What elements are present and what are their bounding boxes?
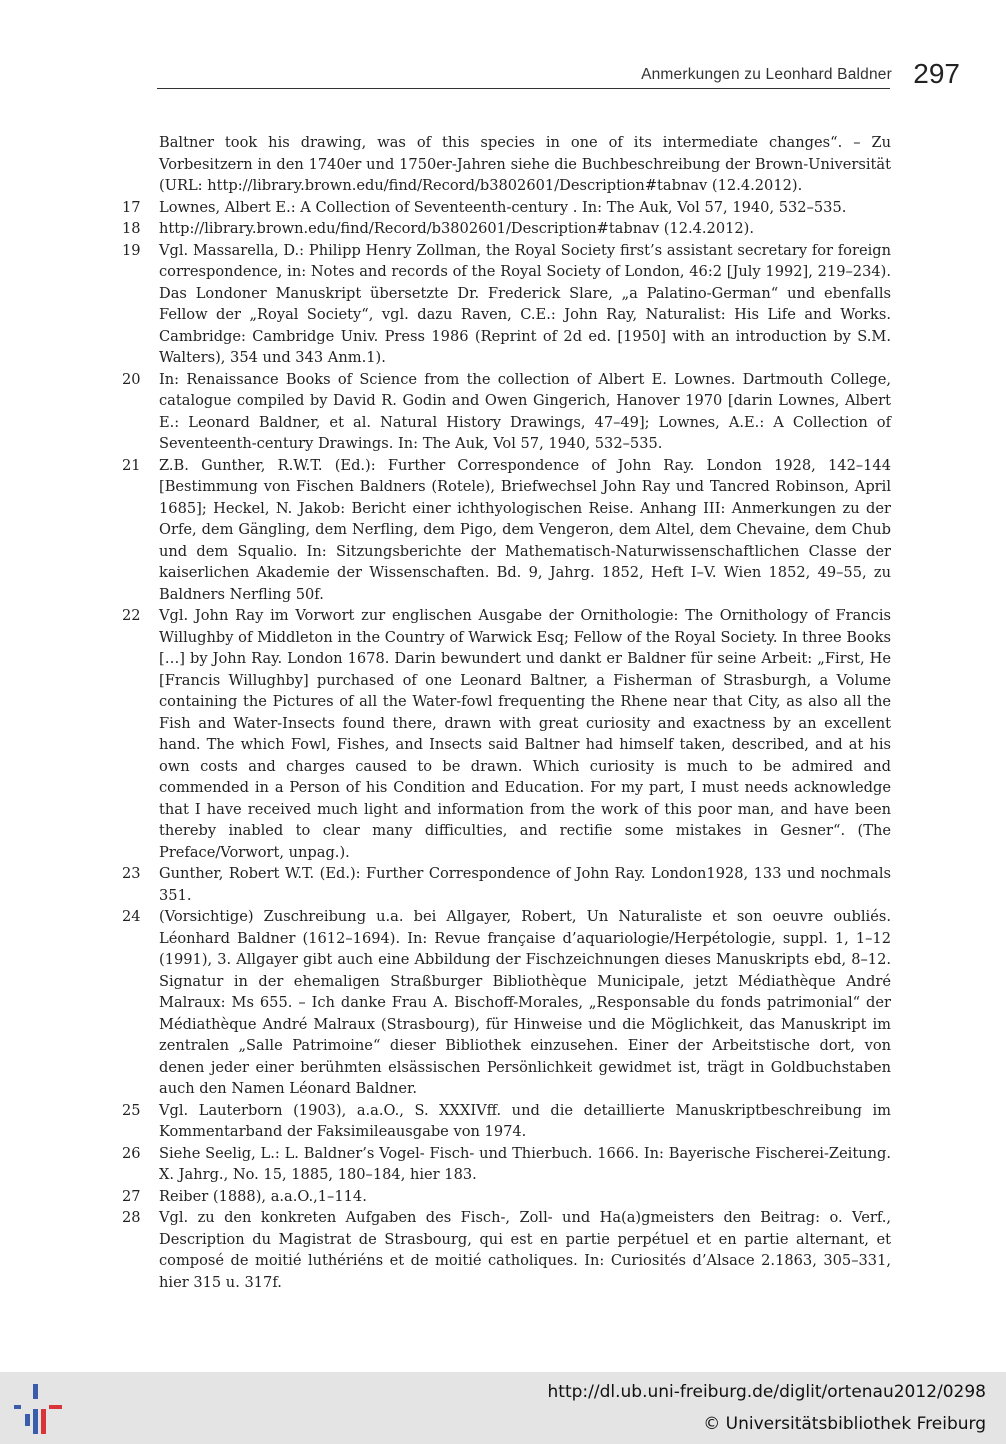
endnote-number: 21 <box>122 456 141 474</box>
endnote-text: Vgl. Massarella, D.: Philipp Henry Zollman, the Royal Society first’s assistant secretary for foreign correspondence, in: Notes and records of the Royal Society of London, 46:2 [July 1992], 219–234). Das Londoner Manuskript übersetzte Dr. Frederick Slare, „a Palatino-German“ und ebenfalls Fellow der „Royal Society“, vgl. dazu Raven, C.E.: John Ray, Naturalist: His Life and Works. Cambridge: Cambridge Univ. Press 1986 (Reprint of 2d ed. [1950] with an introduction by S.M. Walters), 354 und 343 Anm.1). <box>159 241 891 366</box>
endnote-item <box>122 1100 891 1143</box>
endnote-item <box>122 1207 891 1293</box>
endnote-number: 28 <box>122 1209 141 1226</box>
endnote-item <box>122 605 891 863</box>
footer-band <box>0 1372 1006 1444</box>
endnote-number: 17 <box>122 198 141 216</box>
endnote-number: 24 <box>122 908 141 925</box>
endnote-text: Lownes, Albert E.: A Collection of Seventeenth-century . In: The Auk, Vol 57, 1940, 532–535. <box>159 198 847 216</box>
endnote-text: Siehe Seelig, L.: L. Baldner’s Vogel- Fisch- und Thierbuch. 1666. In: Bayerische Fischerei-Zeitung. X. Jahrg., No. 15, 1885, 180–184, hier 183. <box>159 1144 891 1183</box>
endnotes-list <box>122 132 891 1293</box>
endnote-item <box>122 1186 891 1208</box>
endnote-text: Vgl. zu den konkreten Aufgaben des Fisch-, Zoll- und Ha(a)gmeisters den Beitrag: o. Verf., Description du Magistrat de Strasbourg, qui est en partie perpétuel et en partie alternant, et composé de moitié luthériéns et de moitié catholiques. In: Curiosités d’Alsace 2.1863, 305–331, hier 315 u. 317f. <box>159 1209 891 1291</box>
endnote-text: Vgl. John Ray im Vorwort zur englischen Ausgabe der Ornithologie: The Ornithology of Francis Willughby of Middleton in the Country of Warwick Esq; Fellow of the Royal Society. In three Books […] by John Ray. London 1678. Darin bewundert und dankt er Baldner für seine Arbeit: „First, He [Francis Willughby] purchased of one Leonard Baltner, a Fisherman of Strasburgh, a Volume containing the Pictures of all the Water-fowl frequenting the Rhene near that City, as also all the Fish and Water-Insects found there, drawn with great curiosity and exactness by an excellent hand. The which Fowl, Fishes, and Insects said Baltner had himself taken, described, and at his own costs and charges caused to be drawn. Which curiosity is much to be admired and commended in a Person of his Condition and Education. For my part, I must needs acknowledge that I have received much light and information from the work of this poor man, and have been thereby inabled to clear many difficulties, and rectifie some mistakes in Gesner“. (The Preface/Vorwort, unpag.). <box>159 607 891 861</box>
endnote-item <box>122 197 891 219</box>
endnote-item <box>122 906 891 1100</box>
endnote-number: 26 <box>122 1144 141 1162</box>
endnote-item <box>122 132 891 197</box>
endnote-number: 19 <box>122 241 141 259</box>
endnote-text: http://library.brown.edu/find/Record/b3802601/Description#tabnav (12.4.2012). <box>159 220 755 237</box>
endnote-number: 25 <box>122 1101 141 1119</box>
endnote-number: 18 <box>122 220 141 237</box>
endnote-item <box>122 369 891 455</box>
endnote-item <box>122 455 891 606</box>
endnote-item <box>122 218 891 240</box>
endnote-text: Vgl. Lauterborn (1903), a.a.O., S. XXXIVff. und die detaillierte Manuskriptbeschreibung im Kommentarband der Faksimileausgabe von 1974. <box>159 1101 891 1140</box>
running-header-title: Anmerkungen zu Leonhard Baldner <box>641 66 892 83</box>
endnote-number <box>122 132 159 197</box>
page-number: 297 <box>913 58 960 89</box>
endnote-item <box>122 1143 891 1186</box>
endnote-text: (Vorsichtige) Zuschreibung u.a. bei Allgayer, Robert, Un Naturaliste et son oeuvre oubliés. Léonhard Baldner (1612–1694). In: Revue française d’aquariologie/Herpétologie, suppl. 1, 1–12 (1991), 3. Allgayer gibt auch eine Abbildung der Fischzeichnungen dieses Manuskripts ebd, 8–12. Signatur in der ehemaligen Straßburger Bibliothèque Municipale, jetzt Médiathèque André Malraux: Ms 655. – Ich danke Frau A. Bischoff-Morales, „Responsable du fonds patrimonial“ der Médiathèque André Malraux (Strasbourg), für Hinweise und die Möglichkeit, das Manuskript im zentralen „Salle Patrimoine“ dieser Bibliothek einzusehen. Einer der Arbeitstische dort, von denen jeder einer berühmten elsässischen Persönlichkeit gewidmet ist, trägt in Goldbuchstaben auch den Namen Léonard Baldner. <box>159 908 891 1097</box>
endnote-number: 22 <box>122 607 141 624</box>
endnote-number: 27 <box>122 1187 141 1205</box>
endnote-number: 20 <box>122 370 141 388</box>
endnote-item <box>122 863 891 906</box>
endnote-item <box>122 240 891 369</box>
copyright-notice: © Universitätsbibliothek Freiburg <box>703 1414 986 1434</box>
endnote-number: 23 <box>122 865 141 882</box>
header-rule <box>157 88 890 89</box>
endnote-text: In: Renaissance Books of Science from the collection of Albert E. Lownes. Dartmouth College, catalogue compiled by David R. Godin and Owen Gingerich, Hanover 1970 [darin Lownes, Albert E.: Leonard Baldner, et al. Natural History Drawings, 47–49]; Lownes, A.E.: A Collection of Seventeenth-century Drawings. In: The Auk, Vol 57, 1940, 532–535. <box>159 370 891 452</box>
source-url-link[interactable]: http://dl.ub.uni-freiburg.de/diglit/ortenau2012/0298 <box>547 1382 986 1402</box>
endnote-text: Reiber (1888), a.a.O.,1–114. <box>159 1187 367 1205</box>
endnote-text: Gunther, Robert W.T. (Ed.): Further Correspondence of John Ray. London1928, 133 und nochmals 351. <box>159 865 891 904</box>
endnote-text: Baltner took his drawing, was of this species in one of its intermediate changes“. – Zu Vorbesitzern in den 1740er und 1750er-Jahren siehe die Buchbeschreibung der Brown-Universität (URL: http://library.brown.edu/find/Record/b3802601/Description#tabnav (12.4.2012). <box>159 134 891 194</box>
running-header <box>157 60 960 94</box>
ub-freiburg-logo-icon <box>14 1384 62 1434</box>
endnote-text: Z.B. Gunther, R.W.T. (Ed.): Further Correspondence of John Ray. London 1928, 142–144 [Bestimmung von Fischen Baldners (Rotele), Briefwechsel John Ray und Tancred Robinson, April 1685]; Heckel, N. Jakob: Bericht einer ichthyologischen Reise. Anhang III: Anmerkungen zu der Orfe, dem Gängling, dem Nerfling, dem Pigo, dem Vengeron, dem Altel, dem Chevaine, dem Chub und dem Squalio. In: Sitzungsberichte der Mathematisch-Naturwissenschaftlichen Classe der kaiserlichen Akademie der Wissenschaften. Bd. 9, Jahrg. 1852, Heft I–V. Wien 1852, 49–55, zu Baldners Nerfling 50f. <box>159 456 891 603</box>
